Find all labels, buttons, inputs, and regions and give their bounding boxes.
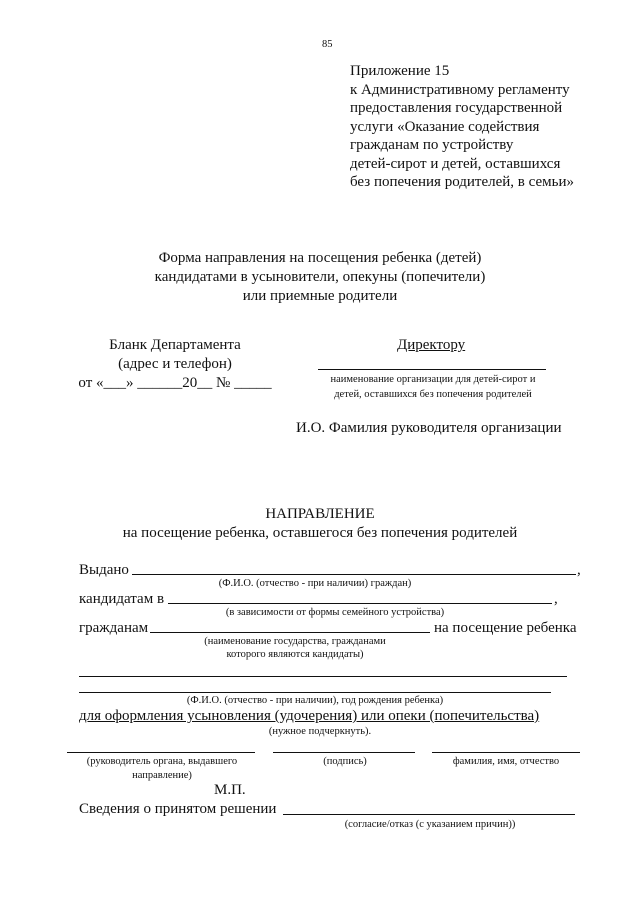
issued-comma: , bbox=[577, 562, 581, 578]
issued-label: Выдано bbox=[79, 562, 129, 578]
org-hint-line: наименование организации для детей-сирот и bbox=[330, 374, 536, 385]
blank-date-number: от «___» ______20__ № _____ bbox=[78, 375, 272, 391]
purpose-text: для оформления усыновления (удочерения) или опеки (попечительства) bbox=[79, 708, 540, 724]
child-hint: (Ф.И.О. (отчество - при наличии), год рождения ребенка) bbox=[186, 695, 444, 706]
blank-address: (адрес и телефон) bbox=[118, 356, 232, 372]
referral-subheading: на посещение ребенка, оставшегося без попечения родителей bbox=[122, 525, 518, 541]
issued-line bbox=[132, 574, 576, 575]
appendix-line: предоставления государственной bbox=[350, 100, 563, 116]
blank-block bbox=[75, 336, 275, 393]
appendix-line: Приложение 15 bbox=[350, 63, 450, 79]
citizens-hint bbox=[170, 635, 420, 661]
candidates-label: кандидатам в bbox=[79, 591, 165, 607]
form-title bbox=[120, 249, 520, 306]
sign-head-hint bbox=[62, 755, 262, 783]
sign-head-line bbox=[67, 752, 255, 753]
child-line-1 bbox=[79, 676, 567, 677]
purpose-hint: (нужное подчеркнуть). bbox=[268, 726, 372, 737]
issued-hint: (Ф.И.О. (отчество - при наличии) граждан) bbox=[218, 578, 412, 589]
candidates-line bbox=[168, 603, 552, 604]
blank-title: Бланк Департамента bbox=[109, 337, 241, 353]
sign-name-line bbox=[432, 752, 580, 753]
appendix-line: услуги «Оказание содействия bbox=[350, 118, 540, 135]
org-hint-line: детей, оставшихся без попечения родителей bbox=[334, 389, 532, 400]
referral-heading: НАПРАВЛЕНИЕ bbox=[265, 506, 375, 522]
appendix-line: к Административному регламенту bbox=[350, 81, 570, 98]
sign-head-hint-line: направление) bbox=[132, 770, 192, 781]
sign-signature-line bbox=[273, 752, 415, 753]
candidates-hint: (в зависимости от формы семейного устройства) bbox=[225, 607, 445, 618]
citizens-line bbox=[150, 632, 430, 633]
form-title-line: или приемные родители bbox=[242, 288, 398, 304]
sign-signature-hint: (подпись) bbox=[323, 756, 367, 767]
citizens-suffix: на посещение ребенка bbox=[434, 620, 577, 636]
candidates-comma: , bbox=[554, 591, 558, 607]
citizens-hint-line: (наименование государства, гражданами bbox=[204, 636, 386, 647]
org-hint bbox=[298, 372, 568, 402]
citizens-hint-line: которого являются кандидаты) bbox=[226, 649, 364, 660]
page-number: 85 bbox=[322, 39, 333, 50]
org-name-line bbox=[318, 369, 546, 370]
appendix-line: детей-сирот и детей, оставшихся bbox=[350, 155, 561, 172]
form-title-line: Форма направления на посещения ребенка (детей) bbox=[158, 250, 482, 266]
child-line-2 bbox=[79, 692, 551, 693]
citizens-label: гражданам bbox=[79, 620, 149, 636]
form-title-line: кандидатами в усыновители, опекуны (попечители) bbox=[154, 269, 486, 285]
head-name: И.О. Фамилия руководителя организации bbox=[296, 420, 562, 436]
sign-name-hint: фамилия, имя, отчество bbox=[452, 756, 560, 767]
appendix-line: без попечения родителей, в семьи» bbox=[350, 174, 574, 190]
stamp-label: М.П. bbox=[214, 782, 246, 798]
decision-line bbox=[283, 814, 575, 815]
decision-label: Сведения о принятом решении bbox=[79, 801, 277, 817]
sign-head-hint-line: (руководитель органа, выдавшего bbox=[86, 756, 238, 767]
appendix-block bbox=[350, 62, 574, 192]
director-title: Директору bbox=[397, 337, 466, 353]
appendix-line: гражданам по устройству bbox=[350, 137, 514, 153]
decision-hint: (согласие/отказ (с указанием причин)) bbox=[344, 819, 516, 830]
